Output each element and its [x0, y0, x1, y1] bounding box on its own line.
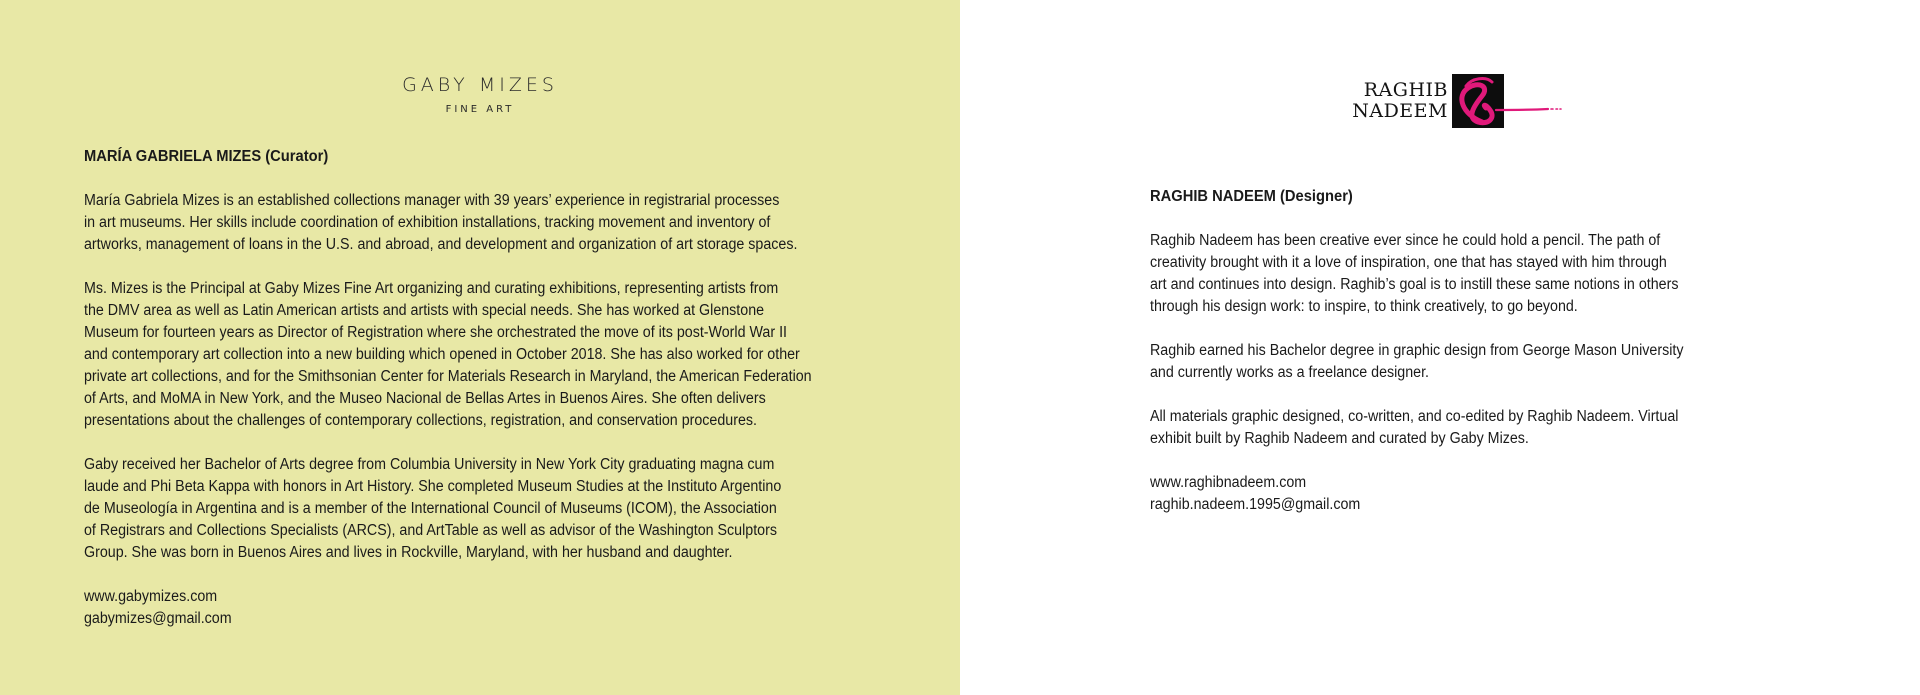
designer-paragraph-2: Raghib earned his Bachelor degree in graphic design from George Mason University and currently works as a freelance designer. — [1150, 342, 1684, 381]
curator-paragraph-3: Gaby received her Bachelor of Arts degree from Columbia University in New York City graduating magna cum laude and Phi Beta Kappa with honors in Art History. She completed Museum Studies at the Instituto Argentino de Museología in Argentina and is a member of the International Council of Museums (ICOM), the Association of Registrars and Collections Specialists (ARCS), and ArtTable as well as advisor of the Washington Sculptors Group. She was born in Buenos Aires and lives in Rockville, Maryland, with her husband and daughter. — [84, 456, 782, 561]
designer-paragraph-1: Raghib Nadeem has been creative ever since he could hold a pencil. The path of creativity brought with it a love of inspiration, one that has stayed with him through art and continues into design. Raghib’s goal is to instill these same notions in others through his design work: to inspire, to think creatively, to go beyond. — [1150, 232, 1679, 315]
designer-bio — [1150, 186, 1739, 516]
gaby-mizes-logo — [0, 74, 960, 117]
designer-email-link[interactable]: raghib.nadeem.1995@gmail.com — [1150, 496, 1361, 513]
logo-name: GABY MIZES — [402, 74, 558, 96]
logo-line-2: NADEEM — [1352, 100, 1448, 122]
curator-paragraph-2: Ms. Mizes is the Principal at Gaby Mizes Fine Art organizing and curating exhibitions, representing artists from the DMV area as well as Latin American artists and artists with special needs. She has worked at Glenstone Museum for fourteen years as Director of Registration where she orchestrated the move of its post-World War II and contemporary art collection into a new building which opened in October 2018. She has also worked for other private art collections, and for the Smithsonian Center for Materials Research in Maryland, the American Federation of Arts, and MoMA in New York, and the Museo Nacional de Bellas Artes in Buenos Aires. She often delivers presentations about the challenges of contemporary collections, registration, and conservation procedures. — [84, 280, 812, 429]
designer-heading: RAGHIB NADEEM (Designer) — [1150, 188, 1353, 205]
curator-website-link[interactable]: www.gabymizes.com — [84, 588, 218, 605]
logo-subtitle: FINE ART — [445, 104, 515, 115]
curator-bio — [84, 146, 848, 630]
designer-website-link[interactable]: www.raghibnadeem.com — [1150, 474, 1307, 491]
designer-paragraph-3: All materials graphic designed, co-written, and co-edited by Raghib Nadeem. Virtual exhibit built by Raghib Nadeem and curated by Gaby Mizes. — [1150, 408, 1679, 447]
brush-mark-icon — [1452, 74, 1564, 128]
logo-line-1: RAGHIB — [1363, 79, 1448, 101]
curator-paragraph-1: María Gabriela Mizes is an established collections manager with 39 years’ experience in registrarial processes in art museums. Her skills include coordination of exhibition installations, tracking movement and inventory of artworks, management of loans in the U.S. and abroad, and development and organization of art storage spaces. — [84, 192, 798, 253]
raghib-nadeem-logo — [1336, 74, 1566, 128]
logo-wordmark — [1352, 80, 1448, 122]
curator-heading: MARÍA GABRIELA MIZES (Curator) — [84, 148, 329, 165]
curator-email-link[interactable]: gabymizes@gmail.com — [84, 610, 232, 627]
